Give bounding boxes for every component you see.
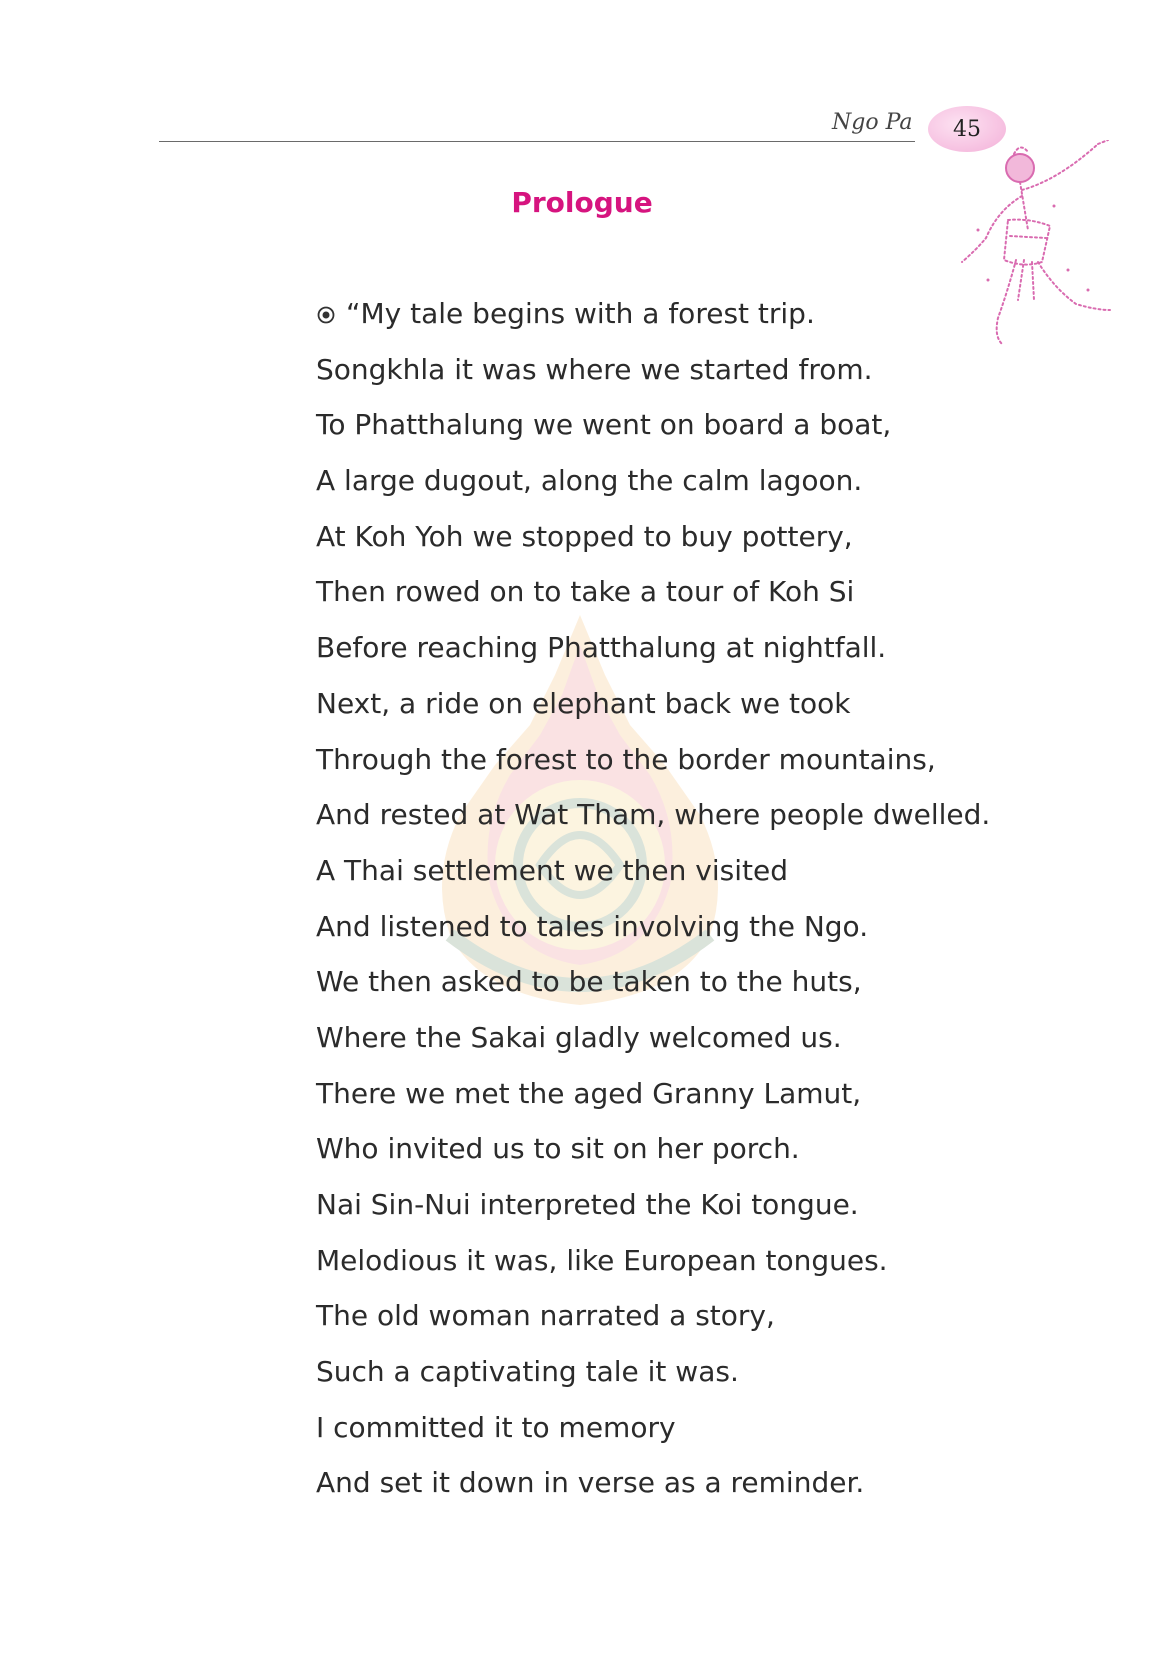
poem-line: And rested at Wat Tham, where people dwelled. [316, 798, 991, 832]
poem-line: Before reaching Phatthalung at nightfall. [316, 631, 887, 665]
poem-line: There we met the aged Granny Lamut, [316, 1076, 862, 1110]
poem-line-text: “My tale begins with a forest trip. [346, 297, 815, 330]
poem-line: Through the forest to the border mountains, [316, 742, 936, 776]
poem-line: At Koh Yoh we stopped to buy pottery, [316, 519, 853, 553]
header-rule [159, 141, 915, 142]
poem [316, 294, 990, 1519]
poem-line: Then rowed on to take a tour of Koh Si [316, 575, 855, 609]
poem-line: Songkhla it was where we started from. [316, 352, 873, 386]
poem-line: Who invited us to sit on her porch. [316, 1132, 800, 1166]
prologue-title: Prologue [511, 186, 653, 219]
poem-line: A large dugout, along the calm lagoon. [316, 464, 863, 498]
poem-line: A Thai settlement we then visited [316, 853, 788, 887]
poem-line: And set it down in verse as a reminder. [316, 1466, 865, 1500]
poem-line: And listened to tales involving the Ngo. [316, 909, 869, 943]
poem-line: Where the Sakai gladly welcomed us. [316, 1020, 842, 1054]
poem-line: I committed it to memory [316, 1410, 676, 1444]
poem-line: We then asked to be taken to the huts, [316, 965, 862, 999]
poem-line: To Phatthalung we went on board a boat, [316, 408, 892, 442]
circled-dot-icon [316, 305, 336, 325]
poem-line: Melodious it was, like European tongues. [316, 1243, 888, 1277]
poem-line: Nai Sin-Nui interpreted the Koi tongue. [316, 1188, 859, 1221]
poem-line: The old woman narrated a story, [316, 1299, 775, 1333]
poem-line-1 [316, 294, 990, 350]
running-title: Ngo Pa [832, 110, 913, 135]
poem-line: Next, a ride on elephant back we took [316, 686, 851, 720]
poem-line: Such a captivating tale it was. [316, 1355, 739, 1389]
page-number: 45 [953, 116, 981, 142]
